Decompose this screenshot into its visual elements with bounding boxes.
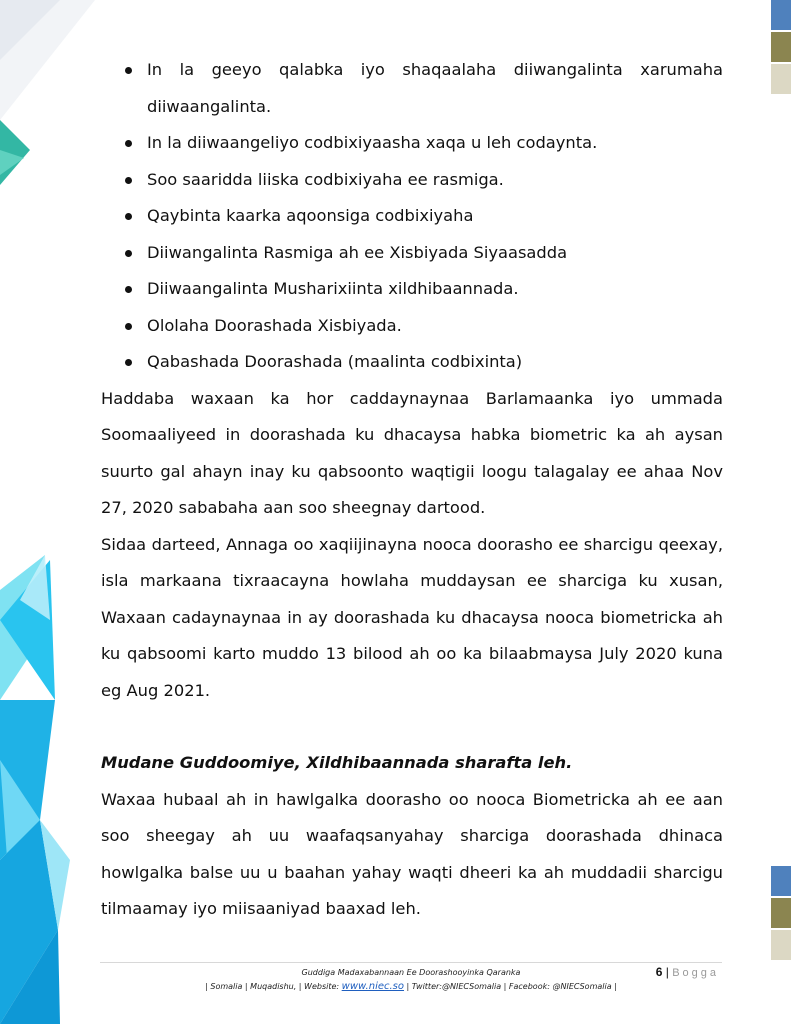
section-heading: Mudane Guddoomiye, Xildhibaannada sharafta leh. — [101, 753, 573, 772]
website-link[interactable]: www.niec.so — [341, 981, 405, 992]
page-word: Bogga — [672, 967, 719, 979]
footer-social: | Twitter:@NIECSomalia | Facebook: @NIECSomalia | — [404, 982, 617, 991]
footer-contact — [100, 979, 722, 995]
top-color-blocks — [771, 0, 791, 96]
paragraph: Sidaa darteed, Annaga oo xaqiijinayna nooca doorasho ee sharcigu qeexay, isla markaana tixraacayna howlaha muddaysan ee sharciga ku xusan, Waxaan cadaynaynaa in ay doorashada ku dhacaysa nooca biometricka ah ku qabsoomi karto muddo 13 bilood ah oo ka bilaabmaysa July 2020 kuna eg Aug 2021. — [101, 534, 723, 700]
page-number-value: 6 — [655, 965, 663, 979]
list-item: Qabashada Doorashada (maalinta codbixinta) — [147, 344, 723, 381]
blue-block — [771, 866, 791, 896]
blue-block — [771, 0, 791, 30]
olive-block — [771, 898, 791, 928]
list-item: Ololaha Doorashada Xisbiyada. — [147, 308, 723, 345]
footer-divider — [100, 962, 722, 963]
beige-block — [771, 930, 791, 960]
beige-block — [771, 64, 791, 94]
footer-location: | Somalia | Muqadishu, | Website: — [205, 982, 342, 991]
page-content — [101, 52, 723, 928]
footer — [100, 966, 722, 995]
paragraph: Haddaba waxaan ka hor caddaynaynaa Barlamaanka iyo ummada Soomaaliyeed in doorashada ku dhacaysa habka biometric ka ah aysan suurto gal ahayn inay ku qabsoonto waqtigii loogu talagalay ee ahaa Nov 27, 2020 sababaha aan soo sheegnay dartood. — [101, 388, 723, 517]
list-item: Diiwaangalinta Musharixiinta xildhibaannada. — [147, 271, 723, 308]
bullet-list — [101, 52, 723, 381]
list-item: In la diiwaangeliyo codbixiyaasha xaqa u leh codaynta. — [147, 125, 723, 162]
page-number-separator: | — [662, 965, 673, 979]
bottom-color-blocks — [771, 866, 791, 962]
list-item: Soo saaridda liiska codbixiyaha ee rasmiga. — [147, 162, 723, 199]
list-item: Qaybinta kaarka aqoonsiga codbixiyaha — [147, 198, 723, 235]
footer-org: Guddiga Madaxabannaan Ee Doorashooyinka Qaranka — [301, 968, 521, 977]
paragraph: Waxaa hubaal ah in hawlgalka doorasho oo nooca Biometricka ah ee aan soo sheegay ah uu waafaqsanyahay sharciga doorashada dhinaca howlgalka balse uu u baahan yahay waqti dheeri ka ah muddadii sharcigu tilmaamay iyo miisaaniyad baaxad leh. — [101, 789, 723, 918]
olive-block — [771, 32, 791, 62]
list-item: In la geeyo qalabka iyo shaqaalaha diiwangalinta xarumaha diiwaangalinta. — [147, 52, 723, 125]
page-number — [656, 965, 719, 979]
list-item: Diiwangalinta Rasmiga ah ee Xisbiyada Siyaasadda — [147, 235, 723, 272]
